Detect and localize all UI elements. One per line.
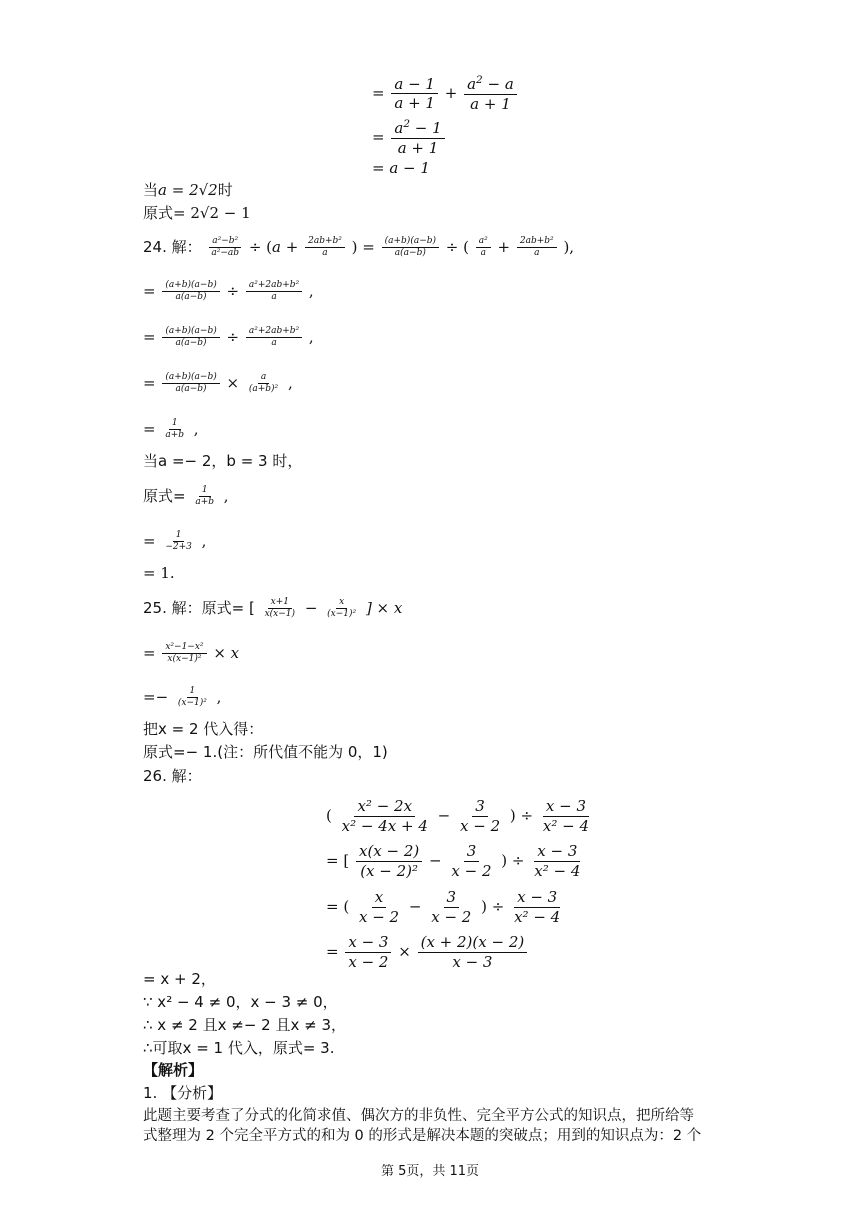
numerator: a [258, 372, 269, 384]
text: 原式 [143, 204, 174, 222]
operator: = [143, 327, 161, 346]
operator: − [408, 897, 422, 916]
denominator: a + 1 [470, 94, 511, 113]
term: a [394, 119, 404, 137]
q24-line-2 [143, 280, 314, 304]
numerator: x − 3 [534, 842, 580, 862]
numerator: x² − 2x [354, 797, 415, 817]
fraction [246, 372, 281, 396]
q26-result-3: ∴ x ≠ 2 且x ≠− 2 且x ≠ 3， [143, 1016, 346, 1034]
q24-line-8: = 1. [143, 564, 175, 582]
q26-line-4 [326, 933, 529, 972]
denominator: a [322, 248, 328, 259]
text: 当 [143, 181, 159, 199]
denominator: x − 3 [452, 952, 493, 971]
q26-line-3 [326, 888, 565, 927]
question-label: 24. 解： [143, 237, 202, 256]
numerator: 1 [169, 418, 181, 430]
operator: + [497, 237, 515, 256]
fraction [246, 326, 302, 350]
punctuation: , [287, 373, 293, 392]
punctuation: , [216, 687, 222, 706]
q26-line-2 [326, 842, 585, 881]
denominator: x² − 4 [542, 816, 589, 835]
operator: ÷ ( [248, 237, 273, 256]
term: a [467, 75, 477, 93]
q24-line-7 [143, 530, 206, 554]
q26-result-4: ∴可取x = 1 代入，原式= 3. [143, 1039, 335, 1057]
fraction [391, 75, 438, 114]
denominator: −2+3 [165, 542, 192, 553]
numerator: a² [476, 236, 491, 248]
q25-result: 原式=− 1.(注：所代值不能为 0，1) [143, 743, 388, 761]
text: 时 [217, 181, 233, 199]
operator: + [444, 83, 458, 102]
term: − 1 [410, 119, 442, 137]
q25-line-3 [143, 686, 221, 710]
denominator: a [271, 338, 277, 349]
operator: ÷ [226, 327, 244, 346]
analysis-paragraph-line-2: 式整理为 2 个完全平方式的和为 0 的形式是解决本题的突破点；用到的知识点为：2 个 [143, 1128, 702, 1144]
punctuation: , [308, 327, 314, 346]
q25-line-1 [143, 597, 402, 621]
fraction [324, 597, 359, 621]
q24-line-1 [143, 236, 574, 260]
numerator: 1 [173, 530, 185, 542]
operator: ) ÷ [501, 851, 530, 870]
numerator: x − 3 [345, 933, 391, 953]
denominator: (a+b)² [248, 384, 279, 395]
condition-line [143, 180, 233, 200]
text: 原式= [143, 486, 191, 505]
operator: − [437, 806, 451, 825]
fraction [517, 236, 557, 260]
operator: ) [351, 237, 358, 256]
q26-line-1 [326, 797, 594, 836]
punctuation: , [201, 531, 207, 550]
analysis-item: 1. 【分析】 [143, 1084, 223, 1102]
numerator: a²−b² [209, 236, 241, 248]
denominator: x² − 4x + 4 [341, 816, 428, 835]
fraction [162, 326, 219, 350]
equals-sign: = [372, 83, 385, 102]
operator: ÷ ( [445, 237, 469, 256]
q26-result-1: = x + 2， [143, 970, 216, 988]
q25-line-2 [143, 642, 239, 666]
result-line [143, 203, 251, 223]
punctuation: , [193, 419, 199, 438]
denominator: x − 2 [348, 952, 389, 971]
operator: = [143, 643, 161, 662]
numerator: 1 [199, 485, 211, 497]
punctuation: , [308, 281, 314, 300]
denominator: a [534, 248, 540, 259]
denominator: a(a−b) [394, 248, 426, 259]
fraction [305, 236, 345, 260]
operator: = [357, 237, 380, 256]
denominator: (x − 2)² [360, 861, 419, 880]
fraction [391, 118, 444, 158]
operator: = [143, 281, 161, 300]
fraction [208, 236, 242, 260]
operator: ) ÷ [509, 806, 538, 825]
numerator: 2ab+b² [305, 236, 345, 248]
operator: ] × x [365, 598, 403, 617]
equation-line: = a − 1 [372, 159, 430, 177]
denominator: a(a−b) [175, 338, 207, 349]
denominator: a [480, 248, 486, 259]
fraction [345, 933, 391, 972]
fraction [162, 530, 195, 554]
analysis-paragraph-line-1: 此题主要考查了分式的化简求值、偶次方的非负性、完全平方公式的知识点，把所给等 [143, 1108, 694, 1124]
fraction [457, 797, 503, 836]
fraction [382, 236, 439, 260]
numerator: (a+b)(a−b) [162, 326, 219, 338]
q24-line-3 [143, 326, 314, 350]
expression: a = 2√2 [158, 181, 218, 199]
fraction [418, 933, 528, 972]
operator: × x [213, 643, 240, 662]
denominator: a + 1 [394, 94, 435, 113]
fraction [464, 74, 517, 114]
operator: = [143, 419, 161, 438]
numerator: 3 [444, 888, 460, 908]
fraction [162, 418, 187, 442]
numerator [464, 74, 517, 95]
denominator: x(x−1)² [167, 654, 202, 665]
numerator [391, 118, 444, 139]
numerator: x [372, 888, 386, 908]
numerator: x − 3 [543, 797, 589, 817]
fraction [192, 485, 217, 509]
numerator: (a+b)(a−b) [382, 236, 439, 248]
numerator: x+1 [268, 597, 292, 609]
exponent: 2 [403, 118, 410, 130]
q24-condition: 当a =− 2，b = 3 时， [143, 452, 303, 470]
fraction [162, 642, 206, 666]
numerator: a²+2ab+b² [246, 326, 302, 338]
numerator: a²+2ab+b² [246, 280, 302, 292]
fraction [540, 797, 592, 836]
question-label: 25. 解：原式= [ [143, 598, 255, 617]
operator: × [398, 942, 411, 961]
denominator: (x−1)² [327, 609, 357, 620]
operator: = [ [326, 851, 350, 870]
q24-line-6 [143, 485, 229, 509]
operator: ) ÷ [481, 897, 510, 916]
numerator: x − 3 [514, 888, 560, 908]
fraction [428, 888, 474, 927]
term: − a [482, 75, 514, 93]
q26-result-2: ∵ x² − 4 ≠ 0，x − 3 ≠ 0， [143, 993, 338, 1011]
fraction [476, 236, 491, 260]
punctuation: , [223, 486, 229, 505]
operator: ( [326, 806, 332, 825]
equation-line [372, 118, 447, 158]
denominator: a²−ab [211, 248, 240, 259]
fraction [262, 597, 298, 621]
denominator: x(x−1) [264, 609, 296, 620]
numerator: (a+b)(a−b) [162, 372, 219, 384]
numerator: 3 [464, 842, 480, 862]
analysis-header: 【解析】 [143, 1061, 204, 1079]
numerator: (x + 2)(x − 2) [418, 933, 528, 953]
fraction [356, 888, 402, 927]
numerator: (a+b)(a−b) [162, 280, 219, 292]
fraction [246, 280, 302, 304]
numerator: a − 1 [391, 75, 438, 95]
q25-substitution: 把x = 2 代入得： [143, 720, 264, 738]
q26-label: 26. 解： [143, 767, 202, 785]
fraction [448, 842, 494, 881]
denominator: a [271, 292, 277, 303]
term: a [272, 237, 281, 256]
denominator: x − 2 [460, 816, 501, 835]
operator: =− [143, 687, 173, 706]
operator: = [326, 942, 344, 961]
numerator: 1 [187, 686, 199, 698]
operator: = ( [326, 897, 350, 916]
operator: = [143, 531, 161, 550]
fraction [531, 842, 583, 881]
exponent: 2 [476, 74, 483, 86]
operator: + [281, 237, 304, 256]
numerator: 3 [472, 797, 488, 817]
numerator: x [336, 597, 347, 609]
operator: − [304, 598, 323, 617]
operator: ), [563, 237, 575, 256]
expression: = 2√2 − 1 [173, 204, 251, 222]
numerator: 2ab+b² [517, 236, 557, 248]
fraction [162, 280, 219, 304]
equation-line [372, 74, 519, 114]
operator: − [429, 851, 442, 870]
fraction [175, 686, 210, 710]
denominator: a(a−b) [175, 292, 207, 303]
denominator: a(a−b) [175, 384, 207, 395]
fraction [511, 888, 563, 927]
denominator: x − 2 [358, 907, 400, 926]
fraction [356, 842, 422, 881]
denominator: x − 2 [451, 861, 492, 880]
fraction [339, 797, 431, 836]
denominator: a + 1 [397, 138, 439, 157]
numerator: x²−1−x² [162, 642, 206, 654]
denominator: a+b [165, 430, 185, 441]
q24-line-4 [143, 372, 293, 396]
page-footer: 第 5页，共 11页 [380, 1164, 480, 1179]
denominator: x² − 4 [534, 861, 581, 880]
denominator: (x−1)² [177, 698, 207, 709]
q24-line-5 [143, 418, 199, 442]
numerator: x(x − 2) [356, 842, 422, 862]
operator: = [143, 373, 161, 392]
operator: × [226, 373, 244, 392]
denominator: x − 2 [431, 907, 472, 926]
denominator: x² − 4 [514, 907, 561, 926]
fraction [162, 372, 219, 396]
operator: ÷ [226, 281, 244, 300]
denominator: a+b [195, 497, 215, 508]
equals-sign: = [372, 127, 385, 146]
